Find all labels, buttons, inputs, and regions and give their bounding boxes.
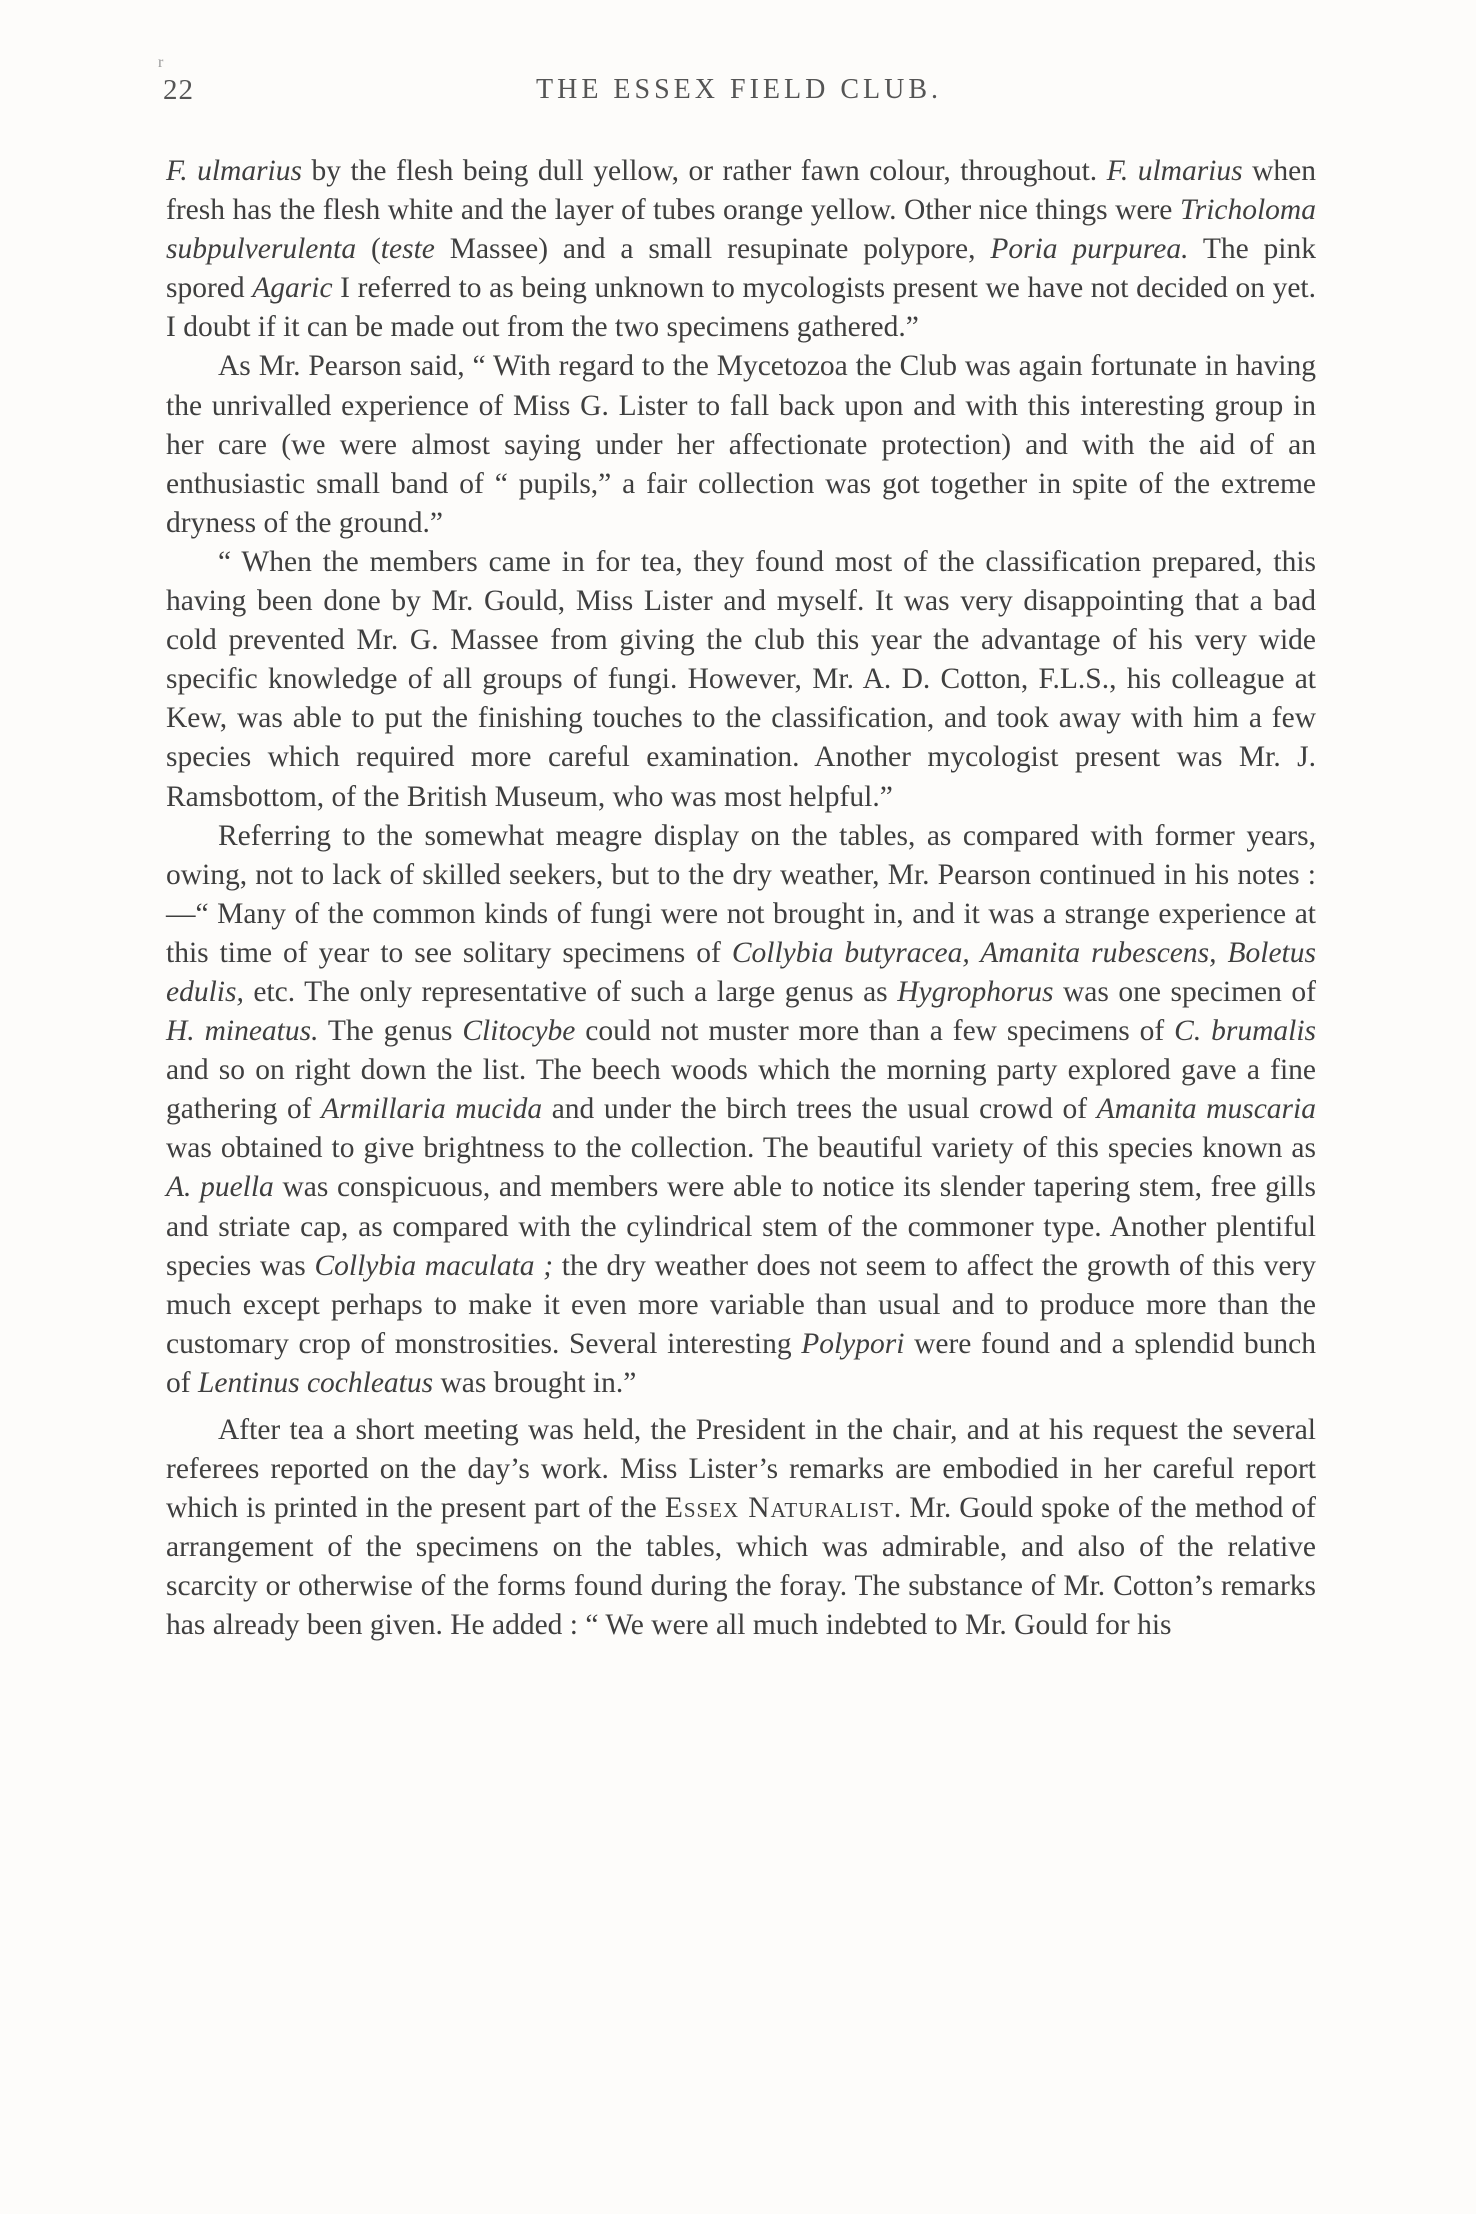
body-text bbox=[166, 152, 1316, 1646]
text-run: Referring to the somewhat meagre display on the tables, as compared with former years, owing, not to lack of skilled seekers, but to the dry weather, Mr. Pearson continued in his notes :—“ Many of the common kinds of fungi were not brought in, and it was a strange experience at this time of year to see solitary specimens of bbox=[166, 819, 1316, 969]
italic-text: Poria purpurea. bbox=[990, 233, 1189, 266]
text-run: by the flesh being dull yellow, or rather fawn colour, throughout. bbox=[302, 155, 1107, 187]
italic-text: Armillaria mucida bbox=[321, 1093, 543, 1126]
text-run: . Mr. Gould spoke of the method of arrangement of the specimens on the tables, which was admirable, and also of the relative scarcity or otherwise of the forms found during the foray. The substance of Mr. Cotton’s remarks has already been given. He added : “ We were all much indebted to Mr. Gould for his bbox=[166, 1492, 1316, 1642]
italic-text: Collybia maculata ; bbox=[314, 1249, 554, 1282]
paragraph bbox=[166, 347, 1316, 542]
italic-text: Amanita muscaria bbox=[1096, 1093, 1316, 1126]
text-run: and so on right down the list. The beech woods which the morning party explored gave a fine gathering of bbox=[166, 1054, 1316, 1126]
italic-text: A. puella bbox=[166, 1171, 274, 1204]
paragraph bbox=[166, 543, 1316, 817]
text-run: was conspicuous, and members were able to notice its slender tapering stem, free gills and striate cap, as compared with the cylindrical stem of the commoner type. Another plentiful species was bbox=[166, 1171, 1316, 1282]
page-header bbox=[163, 74, 1315, 118]
text-run: As Mr. Pearson said, “ With regard to the Mycetozoa the Club was again fortunate in having the unrivalled experience of Miss G. Lister to fall back upon and with this interesting group in her care (we were almost saying under her affectionate protection) and with the aid of an enthusiastic small band of “ pupils,” a fair collection was got together in spite of the extreme dryness of the ground.” bbox=[166, 350, 1316, 539]
italic-text: Clitocybe bbox=[462, 1015, 576, 1048]
text-run: was obtained to give brightness to the collection. The beautiful variety of this species known as bbox=[166, 1132, 1316, 1165]
page-number: 22 bbox=[163, 74, 194, 106]
text-run: could not muster more than a few specimens of bbox=[575, 1015, 1175, 1048]
text-run: was one specimen of bbox=[1053, 975, 1316, 1008]
text-run: were found and a splendid bunch of bbox=[166, 1327, 1316, 1399]
italic-text: Agaric bbox=[252, 272, 333, 305]
italic-text: H. mineatus. bbox=[166, 1015, 319, 1048]
paragraph bbox=[166, 152, 1316, 347]
italic-text: Tricholoma subpulverulenta bbox=[166, 194, 1316, 266]
italic-text: F. ulmarius bbox=[1106, 155, 1243, 187]
corner-mark: r bbox=[158, 54, 164, 71]
text-run: ( bbox=[356, 233, 381, 266]
italic-text: Polypori bbox=[801, 1327, 905, 1360]
text-run: when fresh has the flesh white and the layer of tubes orange yellow. Other nice things were bbox=[166, 155, 1317, 227]
italic-text: C. brumalis bbox=[1174, 1015, 1317, 1048]
text-run: I referred to as being unknown to mycologists present we have not decided on yet. I doubt if it can be made out from the two specimens gathered.” bbox=[166, 272, 1316, 344]
text-run: Massee) and a small resupinate polypore, bbox=[434, 233, 991, 266]
text-run: After tea a short meeting was held, the President in the chair, and at his request the several referees reported on the day’s work. Miss Lister’s remarks are embodied in her careful report which is printed in the present part of the bbox=[166, 1414, 1316, 1525]
text-run: was brought in.” bbox=[433, 1366, 637, 1399]
running-title: THE ESSEX FIELD CLUB. bbox=[536, 74, 942, 105]
text-run: and under the birch trees the usual crowd of bbox=[542, 1093, 1097, 1126]
paragraph bbox=[166, 1411, 1316, 1646]
italic-text: Collybia butyracea, Amanita rubescens, Boletus edulis, bbox=[166, 936, 1316, 1008]
text-run: “ When the members came in for tea, they found most of the classification prepared, this having been done by Mr. Gould, Miss Lister and myself. It was very disappointing that a bad cold prevented Mr. G. Massee from giving the club this year the advantage of his very wide specific knowledge of all groups of fungi. However, Mr. A. D. Cotton, F.L.S., his colleague at Kew, was able to put the finishing touches to the classification, and took away with him a few species which required more careful examination. Another mycologist present was Mr. J. Ramsbottom, of the British Museum, who was most helpful.” bbox=[166, 545, 1316, 813]
text-run: etc. The only representative of such a large genus as bbox=[243, 975, 898, 1008]
italic-text: Lentinus cochleatus bbox=[197, 1366, 434, 1399]
paragraph bbox=[166, 817, 1316, 1403]
text-run: The pink spored bbox=[166, 233, 1317, 305]
text-run: The genus bbox=[318, 1015, 463, 1048]
italic-text: F. ulmarius bbox=[166, 155, 302, 187]
italic-text: Hygrophorus bbox=[897, 975, 1054, 1008]
italic-text: teste bbox=[380, 233, 435, 266]
text-run: the dry weather does not seem to affect the growth of this very much except perhaps to make it even more variable than usual and to produce more than the customary crop of monstrosities. Several interesting bbox=[166, 1249, 1316, 1360]
small-caps-text: Essex Naturalist bbox=[664, 1492, 894, 1525]
